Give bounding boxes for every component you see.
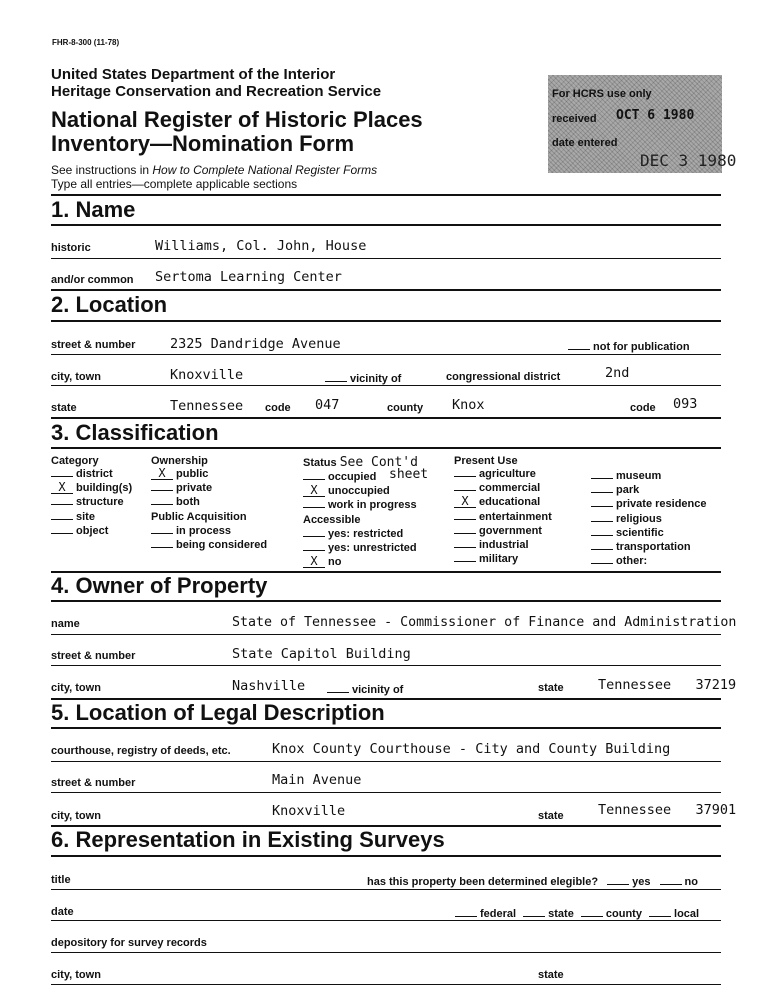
- rule: [51, 289, 721, 291]
- status-heading: Status: [303, 457, 337, 469]
- public-acquisition-heading: Public Acquisition: [151, 510, 247, 523]
- state-code-label: code: [265, 402, 291, 414]
- present-use-option: [454, 481, 552, 495]
- rule: [51, 600, 721, 602]
- county-value: Knox: [452, 397, 485, 413]
- legal-state-value: Tennessee 37901: [598, 802, 737, 818]
- present-use-option-label: entertainment: [479, 510, 552, 523]
- state-label: state: [51, 402, 77, 414]
- category-heading: Category: [51, 455, 99, 467]
- owner-state-label: state: [538, 682, 564, 694]
- owner-city-label: city, town: [51, 682, 101, 694]
- agency-line-2: Heritage Conservation and Recreation Service: [51, 83, 382, 100]
- present-use-checkbox[interactable]: [591, 563, 613, 564]
- eligible-no-label: no: [684, 876, 698, 888]
- county-label: county: [387, 402, 424, 414]
- status-option: [303, 484, 418, 498]
- courthouse-value: Knox County Courthouse - City and County Building: [272, 741, 671, 757]
- status-checkbox[interactable]: [303, 479, 325, 480]
- local-option-label: local: [674, 908, 700, 920]
- present-use-option: [454, 538, 552, 552]
- survey-level-options: [455, 906, 699, 920]
- owner-vicinity: [327, 682, 403, 696]
- county-code-value: 093: [673, 396, 698, 412]
- instructions-prefix: See instructions in: [51, 163, 153, 177]
- ownership-option-label: public: [176, 468, 209, 480]
- owner-state-value: Tennessee 37219: [598, 677, 737, 693]
- state-option-label: state: [548, 908, 574, 920]
- section-5-title: 5. Location of Legal Description: [51, 700, 385, 725]
- present-use-option: [454, 495, 552, 509]
- rule: [51, 855, 721, 857]
- rule: [51, 761, 721, 762]
- rule: [51, 417, 721, 419]
- present-use-checkbox[interactable]: [591, 549, 613, 550]
- ownership-option: [151, 467, 267, 481]
- form-title-line-2: Inventory—Nomination Form: [51, 131, 355, 156]
- depository-label: depository for survey records: [51, 937, 207, 949]
- instructions-line-1: [51, 163, 377, 177]
- rule: [51, 447, 721, 449]
- accessible-option: [303, 555, 418, 569]
- status-option-label: occupied: [328, 471, 377, 483]
- category-column: [51, 455, 132, 538]
- county-code-label: code: [630, 402, 656, 414]
- section-1-title: 1. Name: [51, 197, 136, 222]
- status-option: [303, 498, 418, 512]
- received-label: received: [552, 113, 597, 125]
- owner-city-value: Nashville: [232, 678, 306, 694]
- category-checkbox[interactable]: [51, 519, 73, 520]
- rule: [51, 727, 721, 729]
- category-option: [51, 510, 132, 524]
- acquisition-option-label: in process: [176, 524, 232, 537]
- present-use-checkbox[interactable]: [591, 478, 613, 479]
- present-use-option-label: religious: [616, 512, 662, 525]
- legal-state-label: state: [538, 810, 564, 822]
- category-option-label: site: [76, 510, 95, 523]
- present-use-heading: Present Use: [454, 455, 518, 467]
- city-label: city, town: [51, 371, 101, 383]
- survey-title-label: title: [51, 874, 71, 886]
- present-use-option-label: government: [479, 524, 542, 537]
- ownership-checkbox[interactable]: [151, 490, 173, 491]
- rule: [51, 320, 721, 322]
- section-6-title: 6. Representation in Existing Surveys: [51, 827, 445, 852]
- rule: [51, 984, 721, 985]
- form-title-line-1: National Register of Historic Places: [51, 107, 423, 132]
- common-name-value: Sertoma Learning Center: [155, 269, 342, 285]
- eligibility-question: [367, 874, 698, 888]
- acquisition-checkbox[interactable]: [151, 547, 173, 548]
- category-option: [51, 495, 132, 509]
- historic-label: historic: [51, 242, 91, 254]
- accessible-checkbox[interactable]: X: [303, 556, 325, 568]
- courthouse-label: courthouse, registry of deeds, etc.: [51, 745, 231, 757]
- ownership-option-label: private: [176, 482, 213, 495]
- category-checkbox[interactable]: X: [51, 482, 73, 494]
- ownership-option: [151, 495, 267, 509]
- present-use-option-label: industrial: [479, 539, 529, 552]
- rule: [51, 665, 721, 666]
- category-option: [51, 524, 132, 538]
- state-value: Tennessee: [170, 398, 244, 414]
- date-entered-label: date entered: [552, 137, 618, 149]
- rule: [51, 889, 721, 890]
- rule: [51, 258, 721, 259]
- present-use-checkbox[interactable]: X: [454, 496, 476, 508]
- present-use-option-label: commercial: [479, 482, 541, 495]
- legal-city-label: city, town: [51, 810, 101, 822]
- accessible-option: [303, 527, 418, 541]
- present-use-checkbox[interactable]: [591, 492, 613, 493]
- accessible-checkbox[interactable]: [303, 536, 325, 537]
- date-entered-value: DEC 3 1980: [640, 151, 737, 170]
- not-for-publication-label: not for publication: [593, 341, 690, 353]
- accessible-option-label: yes: unrestricted: [328, 542, 417, 555]
- present-use-option: [591, 469, 707, 483]
- congressional-district-value: 2nd: [605, 365, 630, 381]
- ownership-column: [151, 455, 267, 552]
- category-checkbox[interactable]: [51, 533, 73, 534]
- present-use-checkbox[interactable]: [591, 521, 613, 522]
- category-option-label: object: [76, 524, 109, 537]
- status-checkbox[interactable]: [303, 507, 325, 508]
- present-use-checkbox[interactable]: [454, 490, 476, 491]
- rule: [51, 385, 721, 386]
- street-label: street & number: [51, 339, 136, 351]
- status-note-sheet: sheet: [389, 467, 429, 482]
- survey-city-label: city, town: [51, 969, 101, 981]
- acquisition-option: [151, 538, 267, 552]
- present-use-checkbox[interactable]: [454, 476, 476, 477]
- legal-city-value: Knoxville: [272, 803, 346, 819]
- category-option-label: structure: [76, 496, 124, 509]
- ownership-option: [151, 481, 267, 495]
- acquisition-checkbox[interactable]: [151, 533, 173, 534]
- ownership-heading: Ownership: [151, 455, 208, 467]
- present-use-option: [591, 483, 707, 497]
- street-value: 2325 Dandridge Avenue: [170, 336, 341, 352]
- category-option: [51, 467, 132, 481]
- rule: [51, 634, 721, 635]
- present-use-option: [454, 510, 552, 524]
- present-use-option-label: other:: [616, 555, 648, 568]
- eligible-yes-label: yes: [632, 876, 651, 888]
- survey-state-label: state: [538, 969, 564, 981]
- accessible-option-label: no: [328, 556, 342, 569]
- owner-street-label: street & number: [51, 650, 136, 662]
- present-use-option-label: educational: [479, 496, 541, 509]
- legal-street-label: street & number: [51, 777, 136, 789]
- status-checkbox[interactable]: X: [303, 485, 325, 497]
- status-option-label: unoccupied: [328, 485, 390, 498]
- state-code-value: 047: [315, 397, 340, 413]
- present-use-option-label: transportation: [616, 541, 691, 554]
- acquisition-option: [151, 524, 267, 538]
- section-4-title: 4. Owner of Property: [51, 573, 268, 598]
- present-use-option-label: scientific: [616, 526, 664, 539]
- rule: [51, 952, 721, 953]
- owner-name-label: name: [51, 618, 80, 630]
- present-use-column-2: [591, 469, 707, 568]
- present-use-checkbox[interactable]: [454, 533, 476, 534]
- present-use-option-label: agriculture: [479, 468, 536, 480]
- status-note: See Cont'd: [339, 455, 418, 470]
- accessible-option-label: yes: restricted: [328, 527, 404, 540]
- present-use-option-label: private residence: [616, 498, 707, 511]
- category-checkbox[interactable]: [51, 476, 73, 477]
- category-checkbox[interactable]: [51, 504, 73, 505]
- rule: [51, 224, 721, 226]
- rule: [51, 792, 721, 793]
- present-use-option: [591, 526, 707, 540]
- status-option-label: work in progress: [328, 499, 417, 512]
- present-use-checkbox[interactable]: [454, 519, 476, 520]
- present-use-option-label: military: [479, 553, 519, 566]
- legal-street-value: Main Avenue: [272, 772, 362, 788]
- present-use-option: [454, 524, 552, 538]
- present-use-checkbox[interactable]: [454, 547, 476, 548]
- survey-date-label: date: [51, 906, 74, 918]
- rule: [51, 194, 721, 196]
- accessible-heading: Accessible: [303, 513, 361, 526]
- not-for-publication: [568, 339, 690, 353]
- instructions-line-2: Type all entries—complete applicable sections: [51, 177, 298, 191]
- historic-name-value: Williams, Col. John, House: [155, 238, 367, 254]
- eligibility-label: has this property been determined elegible?: [367, 876, 599, 888]
- present-use-option-label: park: [616, 484, 640, 497]
- section-2-title: 2. Location: [51, 292, 168, 317]
- present-use-option: [591, 554, 707, 568]
- present-use-option: [454, 552, 552, 566]
- category-option: [51, 481, 132, 495]
- city-value: Knoxville: [170, 367, 244, 383]
- ownership-option-label: both: [176, 496, 200, 509]
- acquisition-option-label: being considered: [176, 539, 268, 552]
- category-option-label: district: [76, 468, 113, 480]
- rule: [51, 354, 721, 355]
- hcrs-use-only-box: [548, 75, 737, 173]
- common-name-label: and/or common: [51, 274, 134, 286]
- county-option-label: county: [605, 908, 642, 920]
- present-use-checkbox[interactable]: [454, 561, 476, 562]
- owner-name-value: State of Tennessee - Commissioner of Finance and Administration: [232, 615, 737, 630]
- congressional-district-label: congressional district: [446, 371, 561, 383]
- present-use-option: [591, 540, 707, 554]
- owner-street-value: State Capitol Building: [232, 646, 411, 662]
- accessible-checkbox[interactable]: [303, 550, 325, 551]
- category-option-label: building(s): [76, 482, 133, 495]
- agency-line-1: United States Department of the Interior: [51, 66, 336, 83]
- instructions-guide-title: How to Complete National Register Forms: [152, 163, 378, 177]
- present-use-option-label: museum: [616, 470, 662, 482]
- vicinity-of: [325, 371, 401, 385]
- present-use-checkbox[interactable]: [591, 535, 613, 536]
- present-use-column-1: [454, 455, 552, 566]
- accessible-option: [303, 541, 418, 555]
- rule: [51, 920, 721, 921]
- present-use-option: [454, 467, 552, 481]
- form-id: FHR-8-300 (11-78): [52, 38, 120, 47]
- present-use-checkbox[interactable]: [591, 506, 613, 507]
- present-use-option: [591, 497, 707, 511]
- received-date: OCT 6 1980: [616, 108, 695, 123]
- section-3-title: 3. Classification: [51, 420, 219, 445]
- ownership-checkbox[interactable]: X: [151, 468, 173, 480]
- hcrs-label: For HCRS use only: [552, 88, 652, 100]
- ownership-checkbox[interactable]: [151, 504, 173, 505]
- federal-label: federal: [480, 908, 517, 920]
- vicinity-label: vicinity of: [350, 373, 402, 385]
- present-use-option: [591, 512, 707, 526]
- owner-vicinity-label: vicinity of: [352, 684, 404, 696]
